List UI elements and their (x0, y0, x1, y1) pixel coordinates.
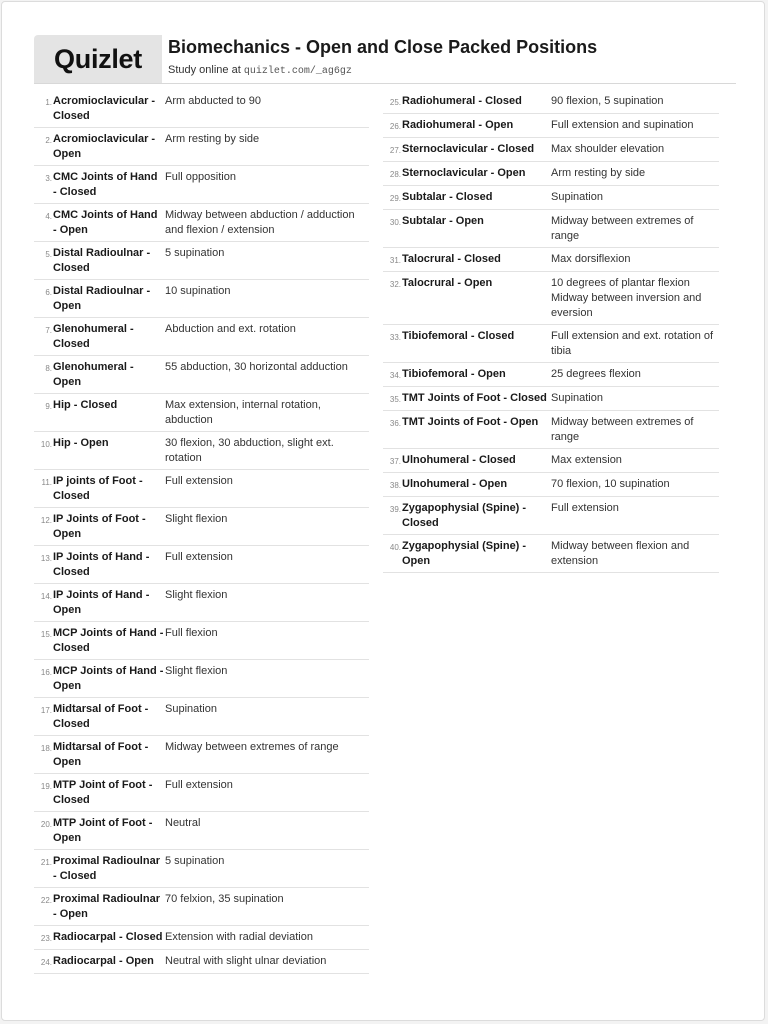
term-row (383, 363, 719, 387)
term-row (34, 432, 369, 470)
term-name: IP Joints of Hand - Closed (53, 551, 150, 578)
term-definition: Max extension (551, 454, 622, 466)
term-definition: Full flexion (165, 627, 218, 639)
term-row (34, 774, 369, 812)
term-row (34, 166, 369, 204)
term-number: 21. (40, 858, 52, 867)
term-row (383, 210, 719, 248)
term-name: Sternoclavicular - Open (402, 167, 526, 179)
term-row (34, 280, 369, 318)
term-number: 38. (389, 481, 401, 490)
term-number: 17. (40, 706, 52, 715)
term-definition: 90 flexion, 5 supination (551, 95, 664, 107)
term-number: 13. (40, 554, 52, 563)
term-number: 37. (389, 457, 401, 466)
term-definition: Neutral (165, 817, 201, 829)
term-definition: Midway between extremes of range (165, 741, 339, 753)
term-definition: Full opposition (165, 171, 236, 183)
term-number: 22. (40, 896, 52, 905)
term-row (34, 660, 369, 698)
term-row (383, 449, 719, 473)
term-number: 26. (389, 122, 401, 131)
term-list-left (34, 90, 369, 974)
term-number: 24. (40, 958, 52, 967)
term-number: 32. (389, 280, 401, 289)
term-name: Tibiofemoral - Closed (402, 330, 515, 342)
term-name: Ulnohumeral - Open (402, 478, 508, 490)
term-definition: Max extension, internal rotation, abduction (165, 399, 321, 426)
term-row (34, 356, 369, 394)
term-name: Acromioclavicular - Closed (53, 95, 156, 122)
term-definition: Arm resting by side (165, 133, 260, 145)
term-number: 29. (389, 194, 401, 203)
term-name: MTP Joint of Foot - Closed (53, 779, 153, 806)
term-name: Zygapophysial (Spine) - Open (402, 540, 527, 567)
term-name: Radiohumeral - Open (402, 119, 514, 131)
term-row (34, 950, 369, 974)
term-name: Subtalar - Open (402, 215, 484, 227)
term-definition: Full extension and supination (551, 119, 694, 131)
term-definition: Extension with radial deviation (165, 931, 313, 943)
term-name: Subtalar - Closed (402, 191, 493, 203)
term-definition: Neutral with slight ulnar deviation (165, 955, 327, 967)
term-definition: Midway between flexion and extension (551, 540, 690, 567)
term-number: 18. (40, 744, 52, 753)
term-row (383, 272, 719, 325)
term-definition: 10 supination (165, 285, 231, 297)
term-row (34, 242, 369, 280)
term-name: Midtarsal of Foot - Open (53, 741, 149, 768)
term-number: 19. (40, 782, 52, 791)
term-number: 12. (40, 516, 52, 525)
term-number: 40. (389, 543, 401, 552)
term-definition: 5 supination (165, 855, 225, 867)
term-name: Glenohumeral - Closed (53, 323, 134, 350)
document-page (1, 1, 765, 1021)
term-row (34, 318, 369, 356)
term-name: Talocrural - Open (402, 277, 493, 289)
study-url-link[interactable]: quizlet.com/_ag6gz (243, 66, 352, 77)
term-definition: Supination (551, 191, 603, 203)
term-definition: Slight flexion (165, 513, 228, 525)
term-row (383, 387, 719, 411)
term-list-right (383, 90, 719, 573)
study-online-line (168, 64, 352, 77)
term-number: 25. (389, 98, 401, 107)
term-row (34, 90, 369, 128)
term-row (383, 162, 719, 186)
term-number: 20. (40, 820, 52, 829)
term-row (34, 394, 369, 432)
term-definition: Max dorsiflexion (551, 253, 631, 265)
term-number: 8. (45, 364, 52, 373)
term-definition: Supination (551, 392, 603, 404)
term-row (34, 584, 369, 622)
term-name: Acromioclavicular - Open (53, 133, 156, 160)
term-number: 31. (389, 256, 401, 265)
term-name: Radiocarpal - Closed (53, 931, 163, 943)
term-row (34, 470, 369, 508)
term-definition: Max shoulder elevation (551, 143, 665, 155)
term-definition: Midway between extremes of range (551, 416, 694, 443)
term-name: CMC Joints of Hand - Closed (53, 171, 158, 198)
term-row (34, 622, 369, 660)
term-number: 2. (45, 136, 52, 145)
term-name: Talocrural - Closed (402, 253, 501, 265)
term-name: Radiocarpal - Open (53, 955, 154, 967)
quizlet-logo[interactable]: Quizlet (34, 35, 162, 83)
term-row (383, 114, 719, 138)
term-row (34, 546, 369, 584)
term-definition: 5 supination (165, 247, 225, 259)
term-number: 5. (45, 250, 52, 259)
term-row (34, 888, 369, 926)
term-name: Zygapophysial (Spine) - Closed (402, 502, 527, 529)
term-name: Ulnohumeral - Closed (402, 454, 516, 466)
term-definition: Full extension (551, 502, 619, 514)
term-row (383, 325, 719, 363)
term-number: 35. (389, 395, 401, 404)
term-number: 11. (41, 478, 52, 487)
term-name: CMC Joints of Hand - Open (53, 209, 158, 236)
term-name: MTP Joint of Foot - Open (53, 817, 153, 844)
term-number: 7. (45, 326, 52, 335)
term-name: Distal Radioulnar - Closed (53, 247, 151, 274)
term-number: 16. (40, 668, 52, 677)
term-definition: Supination (165, 703, 217, 715)
term-number: 14. (40, 592, 52, 601)
term-row (383, 186, 719, 210)
term-name: Sternoclavicular - Closed (402, 143, 535, 155)
term-number: 6. (45, 288, 52, 297)
term-definition: Full extension (165, 779, 233, 791)
term-name: IP joints of Foot - Closed (53, 475, 143, 502)
term-name: Proximal Radioulnar - Closed (53, 855, 160, 882)
term-row (383, 248, 719, 272)
term-row (34, 508, 369, 546)
term-definition: 55 abduction, 30 horizontal adduction (165, 361, 348, 373)
term-name: IP Joints of Foot - Open (53, 513, 146, 540)
term-definition: 10 degrees of plantar flexion Midway between inversion and eversion (551, 277, 702, 319)
term-row (34, 204, 369, 242)
term-definition: 70 felxion, 35 supination (165, 893, 284, 905)
term-definition: Midway between abduction / adduction and flexion / extension (165, 209, 355, 236)
term-number: 15. (40, 630, 52, 639)
term-definition: Abduction and ext. rotation (165, 323, 296, 335)
term-number: 1. (45, 98, 52, 107)
term-row (34, 698, 369, 736)
term-number: 9. (45, 402, 52, 411)
term-definition: Full extension (165, 475, 233, 487)
term-row (383, 497, 719, 535)
term-name: Hip - Open (53, 437, 109, 449)
term-row (34, 926, 369, 950)
term-row (383, 138, 719, 162)
term-row (34, 128, 369, 166)
term-row (34, 850, 369, 888)
term-number: 33. (389, 333, 401, 342)
term-definition: 70 flexion, 10 supination (551, 478, 670, 490)
term-definition: Arm abducted to 90 (165, 95, 262, 107)
term-row (383, 535, 719, 573)
term-definition: 30 flexion, 30 abduction, slight ext. rotation (165, 437, 334, 464)
term-definition: Full extension (165, 551, 233, 563)
term-row (383, 473, 719, 497)
term-definition: Arm resting by side (551, 167, 646, 179)
term-name: TMT Joints of Foot - Closed (402, 392, 547, 404)
term-name: TMT Joints of Foot - Open (402, 416, 539, 428)
term-name: MCP Joints of Hand - Open (53, 665, 164, 692)
term-definition: Slight flexion (165, 665, 228, 677)
term-definition: Full extension and ext. rotation of tibia (551, 330, 714, 357)
term-name: Glenohumeral - Open (53, 361, 134, 388)
page-title: Biomechanics - Open and Close Packed Positions (168, 37, 598, 57)
term-number: 27. (389, 146, 401, 155)
term-name: IP Joints of Hand - Open (53, 589, 150, 616)
term-name: Hip - Closed (53, 399, 118, 411)
term-number: 10. (40, 440, 52, 449)
term-name: Distal Radioulnar - Open (53, 285, 151, 312)
term-number: 36. (389, 419, 401, 428)
term-row (34, 736, 369, 774)
term-number: 30. (389, 218, 401, 227)
term-definition: Slight flexion (165, 589, 228, 601)
study-online-label: Study online at (168, 64, 244, 76)
term-name: Proximal Radioulnar - Open (53, 893, 160, 920)
term-row (383, 90, 719, 114)
term-number: 23. (40, 934, 52, 943)
term-name: Radiohumeral - Closed (402, 95, 522, 107)
term-row (34, 812, 369, 850)
term-number: 39. (389, 505, 401, 514)
term-name: Midtarsal of Foot - Closed (53, 703, 149, 730)
term-definition: Midway between extremes of range (551, 215, 694, 242)
term-name: MCP Joints of Hand - Closed (53, 627, 164, 654)
term-number: 28. (389, 170, 401, 179)
term-number: 3. (45, 174, 52, 183)
term-number: 4. (45, 212, 52, 221)
page-header (34, 35, 736, 84)
term-definition: 25 degrees flexion (551, 368, 641, 380)
term-name: Tibiofemoral - Open (402, 368, 506, 380)
term-row (383, 411, 719, 449)
term-number: 34. (389, 371, 401, 380)
